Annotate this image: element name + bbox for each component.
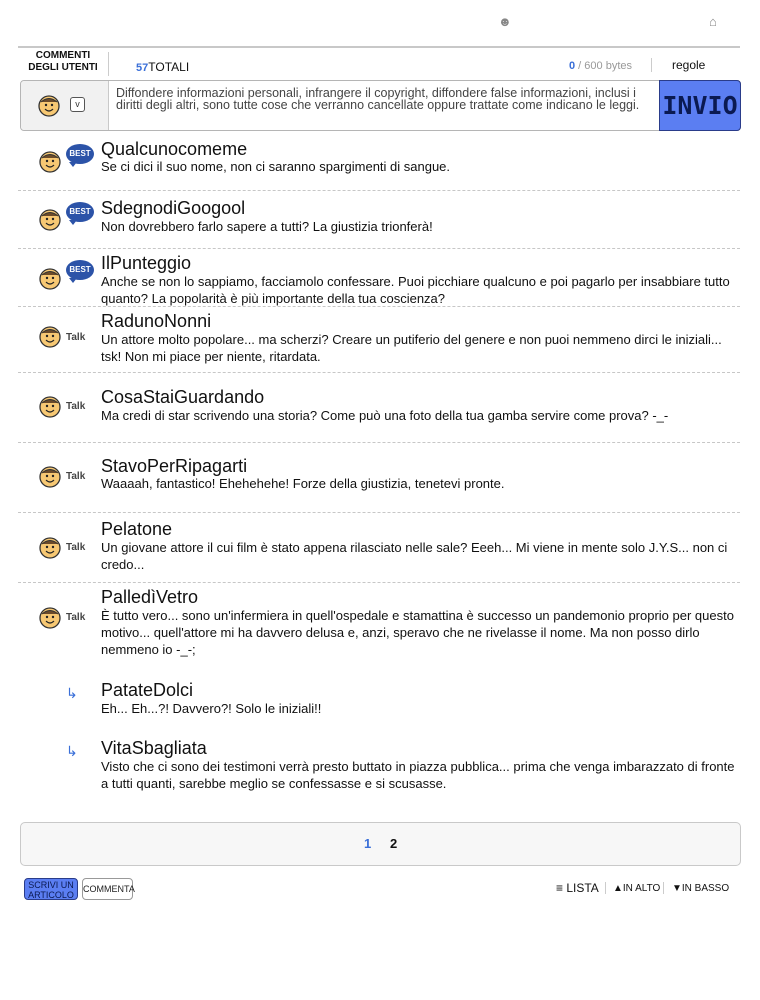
- comment-text: Waaaah, fantastico! Ehehehehe! Forze della giustizia, tenetevi pronte.: [101, 476, 505, 491]
- avatar-icon: [39, 537, 61, 559]
- title-line-2: DEGLI UTENTI: [28, 62, 98, 73]
- talk-badge: Talk: [66, 332, 86, 343]
- reply-arrow-icon: ↳: [66, 743, 78, 759]
- write-article-label-1: SCRIVI UN: [28, 880, 74, 890]
- reply-text: Eh... Eh...?! Davvero?! Solo le iniziali!!: [101, 701, 322, 716]
- comment-compose-box: [20, 80, 741, 131]
- comment-input[interactable]: Diffondere informazioni personali, infrangere il copyright, diffondere false informazioni, inclusi i diritti degli altri, sono tutte cose che verranno cancellate oppure trattate come indicano le leggi.: [116, 86, 640, 112]
- comment-text: Un giovane attore il cui film è stato appena rilasciato nelle sale? Eeeh... Mi viene in mente solo J.Y.S... non ci credo...: [101, 540, 728, 572]
- comment-item: [18, 306, 740, 373]
- list-link[interactable]: ≡ LISTA: [556, 881, 599, 895]
- footer-separator: [605, 882, 606, 894]
- pagination: [20, 822, 741, 866]
- reply-author[interactable]: VitaSbagliata: [101, 738, 207, 758]
- comment-item: [18, 190, 740, 249]
- reply-text: Visto che ci sono dei testimoni verrà presto buttato in piazza pubblica... prima che venga imbarazzato di fronte a tutti quanti, sarebbe meglio se confessasse e si scusasse.: [101, 759, 735, 791]
- avatar-icon: [39, 326, 61, 348]
- write-article-label-2: ARTICOLO: [28, 890, 74, 900]
- compose-emoji-area: [21, 81, 109, 130]
- footer-separator: [663, 882, 664, 894]
- reply-item: [18, 678, 740, 726]
- header-separator: [651, 58, 652, 72]
- comments-section-title: [18, 50, 108, 74]
- bell-icon[interactable]: ⌂: [709, 14, 717, 29]
- comments-header: [18, 50, 740, 78]
- comment-count: 57: [136, 62, 149, 74]
- comment-item: [18, 248, 740, 307]
- avatar-icon: [39, 268, 61, 290]
- talk-badge: Talk: [66, 612, 86, 623]
- comment-item: [18, 512, 740, 583]
- comment-text: Ma credi di star scrivendo una storia? Come può una foto della tua gamba servire come prova? -_-: [101, 408, 669, 423]
- comment-text: Anche se non lo sappiamo, facciamolo confessare. Puoi picchiare qualcuno e poi pagarlo per insabbiare tutto quanto? La popolarità è più importante della tua coscienza?: [101, 274, 730, 306]
- comment-author[interactable]: StavoPerRipagarti: [101, 456, 248, 476]
- submit-button[interactable]: INVIO: [659, 80, 741, 131]
- best-badge: BEST: [66, 144, 94, 164]
- comment-author[interactable]: IlPunteggio: [101, 253, 192, 273]
- comment-author[interactable]: PalledìVetro: [101, 587, 199, 607]
- talk-badge: Talk: [66, 401, 86, 412]
- write-article-button[interactable]: [24, 878, 78, 900]
- reply-author[interactable]: PatateDolci: [101, 680, 194, 700]
- comment-text: Non dovrebbero farlo sapere a tutti? La giustizia trionferà!: [101, 219, 433, 234]
- talk-badge: Talk: [66, 542, 86, 553]
- scroll-top-link[interactable]: ▲IN ALTO: [613, 883, 661, 894]
- rules-link[interactable]: regole: [672, 58, 706, 72]
- page-link-current[interactable]: 1: [364, 836, 372, 851]
- header-separator: [108, 52, 109, 76]
- comment-item: [18, 134, 740, 191]
- comment-author[interactable]: CosaStaiGuardando: [101, 387, 265, 407]
- comment-text: È tutto vero... sono un'infermiera in quell'ospedale e stamattina è successo un pandemonio proprio per questo motivo... quell'attore mi ha davvero delusa e, anzi, speravo che ne rivelasse il nome. Ma non posso dirlo nemmeno io -_-;: [101, 608, 734, 657]
- talk-badge: Talk: [66, 471, 86, 482]
- best-badge: BEST: [66, 260, 94, 280]
- comment-item: [18, 372, 740, 443]
- comment-count-label: TOTALI: [148, 60, 190, 74]
- top-icons-bar: [0, 14, 760, 32]
- comment-author[interactable]: Pelatone: [101, 519, 173, 539]
- comment-text: Se ci dici il suo nome, non ci saranno spargimenti di sangue.: [101, 159, 451, 174]
- reply-arrow-icon: ↳: [66, 685, 78, 701]
- avatar-icon: [39, 607, 61, 629]
- face-icon[interactable]: ☻: [498, 14, 512, 29]
- avatar-icon: [39, 151, 61, 173]
- best-badge: BEST: [66, 202, 94, 222]
- page-link[interactable]: 2: [390, 836, 398, 851]
- comment-text: Un attore molto popolare... ma scherzi? Creare un putiferio del genere e non puoi nemmeno dirci le iniziali... tsk! Non mi piace per niente, ritardata.: [101, 332, 722, 364]
- comment-author[interactable]: RadunoNonni: [101, 311, 212, 331]
- byte-counter: [569, 60, 632, 72]
- avatar-icon: [39, 466, 61, 488]
- scroll-bottom-link[interactable]: ▼IN BASSO: [672, 883, 730, 894]
- comment-total: [136, 60, 189, 74]
- avatar-icon: [39, 396, 61, 418]
- byte-count-current: 0: [569, 60, 576, 72]
- reply-item: [18, 736, 740, 800]
- top-divider: [18, 46, 740, 48]
- comment-item: [18, 582, 740, 672]
- avatar-icon: [39, 209, 61, 231]
- comment-author[interactable]: SdegnodiGoogool: [101, 198, 246, 218]
- emoji-dropdown-button[interactable]: v: [70, 97, 85, 112]
- footer-actions: [24, 876, 740, 902]
- byte-count-limit: / 600 bytes: [575, 60, 632, 72]
- comment-author[interactable]: Qualcunocomeme: [101, 139, 248, 159]
- title-line-1: COMMENTI: [35, 50, 91, 61]
- comment-button[interactable]: COMMENTA: [82, 878, 133, 900]
- comment-item: [18, 442, 740, 513]
- smiley-icon[interactable]: [38, 95, 60, 117]
